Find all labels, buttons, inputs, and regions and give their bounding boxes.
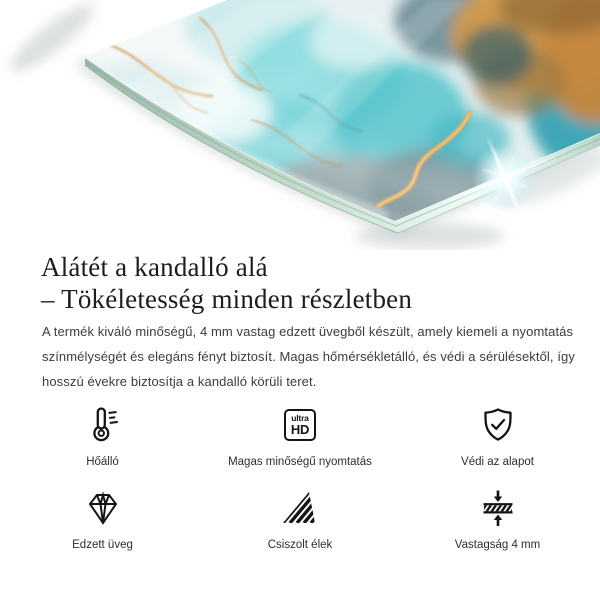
thermometer-icon — [83, 402, 123, 448]
glass-edge — [85, 57, 600, 233]
panel-shadow — [3, 0, 600, 249]
ultra-hd-icon — [284, 402, 316, 448]
page-title-line1: Alátét a kandalló alá — [41, 252, 268, 283]
feature-label: Védi az alapot — [461, 456, 534, 468]
ultra-hd-text-top: ultra — [291, 413, 309, 423]
polished-edges-icon — [280, 485, 320, 531]
feature-label: Vastagság 4 mm — [454, 539, 541, 551]
feature-print-quality — [175, 402, 425, 468]
diamond-icon — [83, 485, 123, 531]
product-image — [0, 0, 600, 250]
feature-label: Hőálló — [86, 456, 119, 468]
sparkle-icon — [430, 111, 580, 244]
feature-label: Magas minőségű nyomtatás — [228, 456, 372, 468]
ultra-hd-text-bottom: HD — [290, 422, 310, 437]
page-title-line2: – Tökéletesség minden részletben — [41, 284, 413, 315]
glass-face-artwork — [0, 0, 600, 250]
feature-thickness — [425, 485, 570, 551]
feature-label: Csiszolt élek — [267, 539, 333, 551]
feature-heat-resistant — [30, 402, 175, 468]
page-title — [41, 251, 412, 315]
shield-check-icon — [478, 402, 518, 448]
feature-grid — [30, 402, 570, 551]
feature-protects-base — [425, 402, 570, 468]
product-description: A termék kiváló minőségű, 4 mm vastag edzett üvegből készült, amely kiemeli a nyomtatás színmélységét és elegáns fényt biztosít. Magas hőmérsékletálló, és védi a sérülésektől, így hosszú évekre biztosítja a kandalló körüli teret. — [42, 324, 575, 389]
thickness-icon — [478, 485, 518, 531]
feature-tempered-glass — [30, 485, 175, 551]
feature-polished-edges — [175, 485, 425, 551]
feature-label: Edzett üveg — [72, 539, 133, 551]
